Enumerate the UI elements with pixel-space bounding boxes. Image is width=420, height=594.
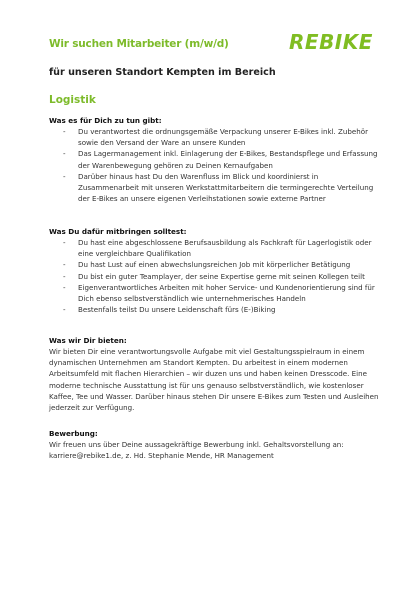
list-item: - Eigenverantwortliches Arbeiten mit hoher Service- und Kundenorientierung sind für Dich ebenso selbstverständlich wie unternehmerisches Handeln	[63, 282, 375, 304]
requirements-title: Was Du dafür mitbringen solltest:	[49, 227, 187, 236]
list-item: - Du verantwortest die ordnungsgemäße Verpackung unserer E-Bikes inkl. Zubehör sowie den Versand der Ware an unsere Kunden	[63, 127, 369, 148]
job-heading: Wir suchen Mitarbeiter (m/w/d)	[49, 38, 229, 50]
requirements-list	[49, 237, 379, 315]
application-section	[49, 428, 379, 461]
location-subtitle: für unseren Standort Kempten im Bereich	[49, 67, 276, 78]
department-title: Logistik	[49, 94, 96, 106]
list-item: - Bestenfalls teilst Du unsere Leidenschaft fürs (E-)Biking	[63, 305, 276, 315]
requirements-section	[49, 226, 379, 315]
tasks-section	[49, 115, 379, 204]
list-item: - Darüber hinaus hast Du den Warenfluss im Blick und koordinierst in Zusammenarbeit mit unseren Werkstattmitarbeitern die termingerechte Verteilung der E-Bikes an unsere eigenen Verleihstationen sowie externe Partner	[63, 171, 374, 204]
list-item: - Du bist ein guter Teamplayer, der seine Expertise gerne mit seinen Kollegen teilt	[63, 271, 365, 281]
list-item: - Du hast Lust auf einen abwechslungsreichen Job mit körperlicher Betätigung	[63, 260, 351, 270]
application-contact: karriere@rebike1.de, z. Hd. Stephanie Mende, HR Management	[49, 451, 274, 461]
offer-text: Wir bieten Dir eine verantwortungsvolle Aufgabe mit viel Gestaltungsspielraum in einem dynamischen Unternehmen am Standort Kempten. Du arbeitest in einem modernen Arbeitsumfeld mit flachen Hierarchien – wir duzen uns und haben keinen Dresscode. Eine moderne technische Ausstattung ist für uns genauso selbstverständlich, wie kostenloser Kaffee, Tee und Wasser. Darüber hinaus stehen Dir unsere E-Bikes zum Testen und Ausleihen jederzeit zur Verfügung.	[49, 347, 379, 413]
offer-title: Was wir Dir bieten:	[49, 336, 127, 345]
application-text: Wir freuen uns über Deine aussagekräftige Bewerbung inkl. Gehaltsvorstellung an:	[49, 440, 344, 449]
list-item: - Das Lagermanagement inkl. Einlagerung der E-Bikes, Bestandspflege und Erfassung der Warenbewegung gehören zu Deinen Kernaufgaben	[63, 149, 378, 170]
application-title: Bewerbung:	[49, 429, 98, 438]
tasks-list	[49, 126, 379, 204]
tasks-title: Was es für Dich zu tun gibt:	[49, 116, 162, 125]
list-item: - Du hast eine abgeschlossene Berufsausbildung als Fachkraft für Lagerlogistik oder eine vergleichbare Qualifikation	[63, 238, 372, 259]
offer-section	[49, 335, 379, 413]
rebike-logo: REBIKE	[289, 30, 373, 54]
